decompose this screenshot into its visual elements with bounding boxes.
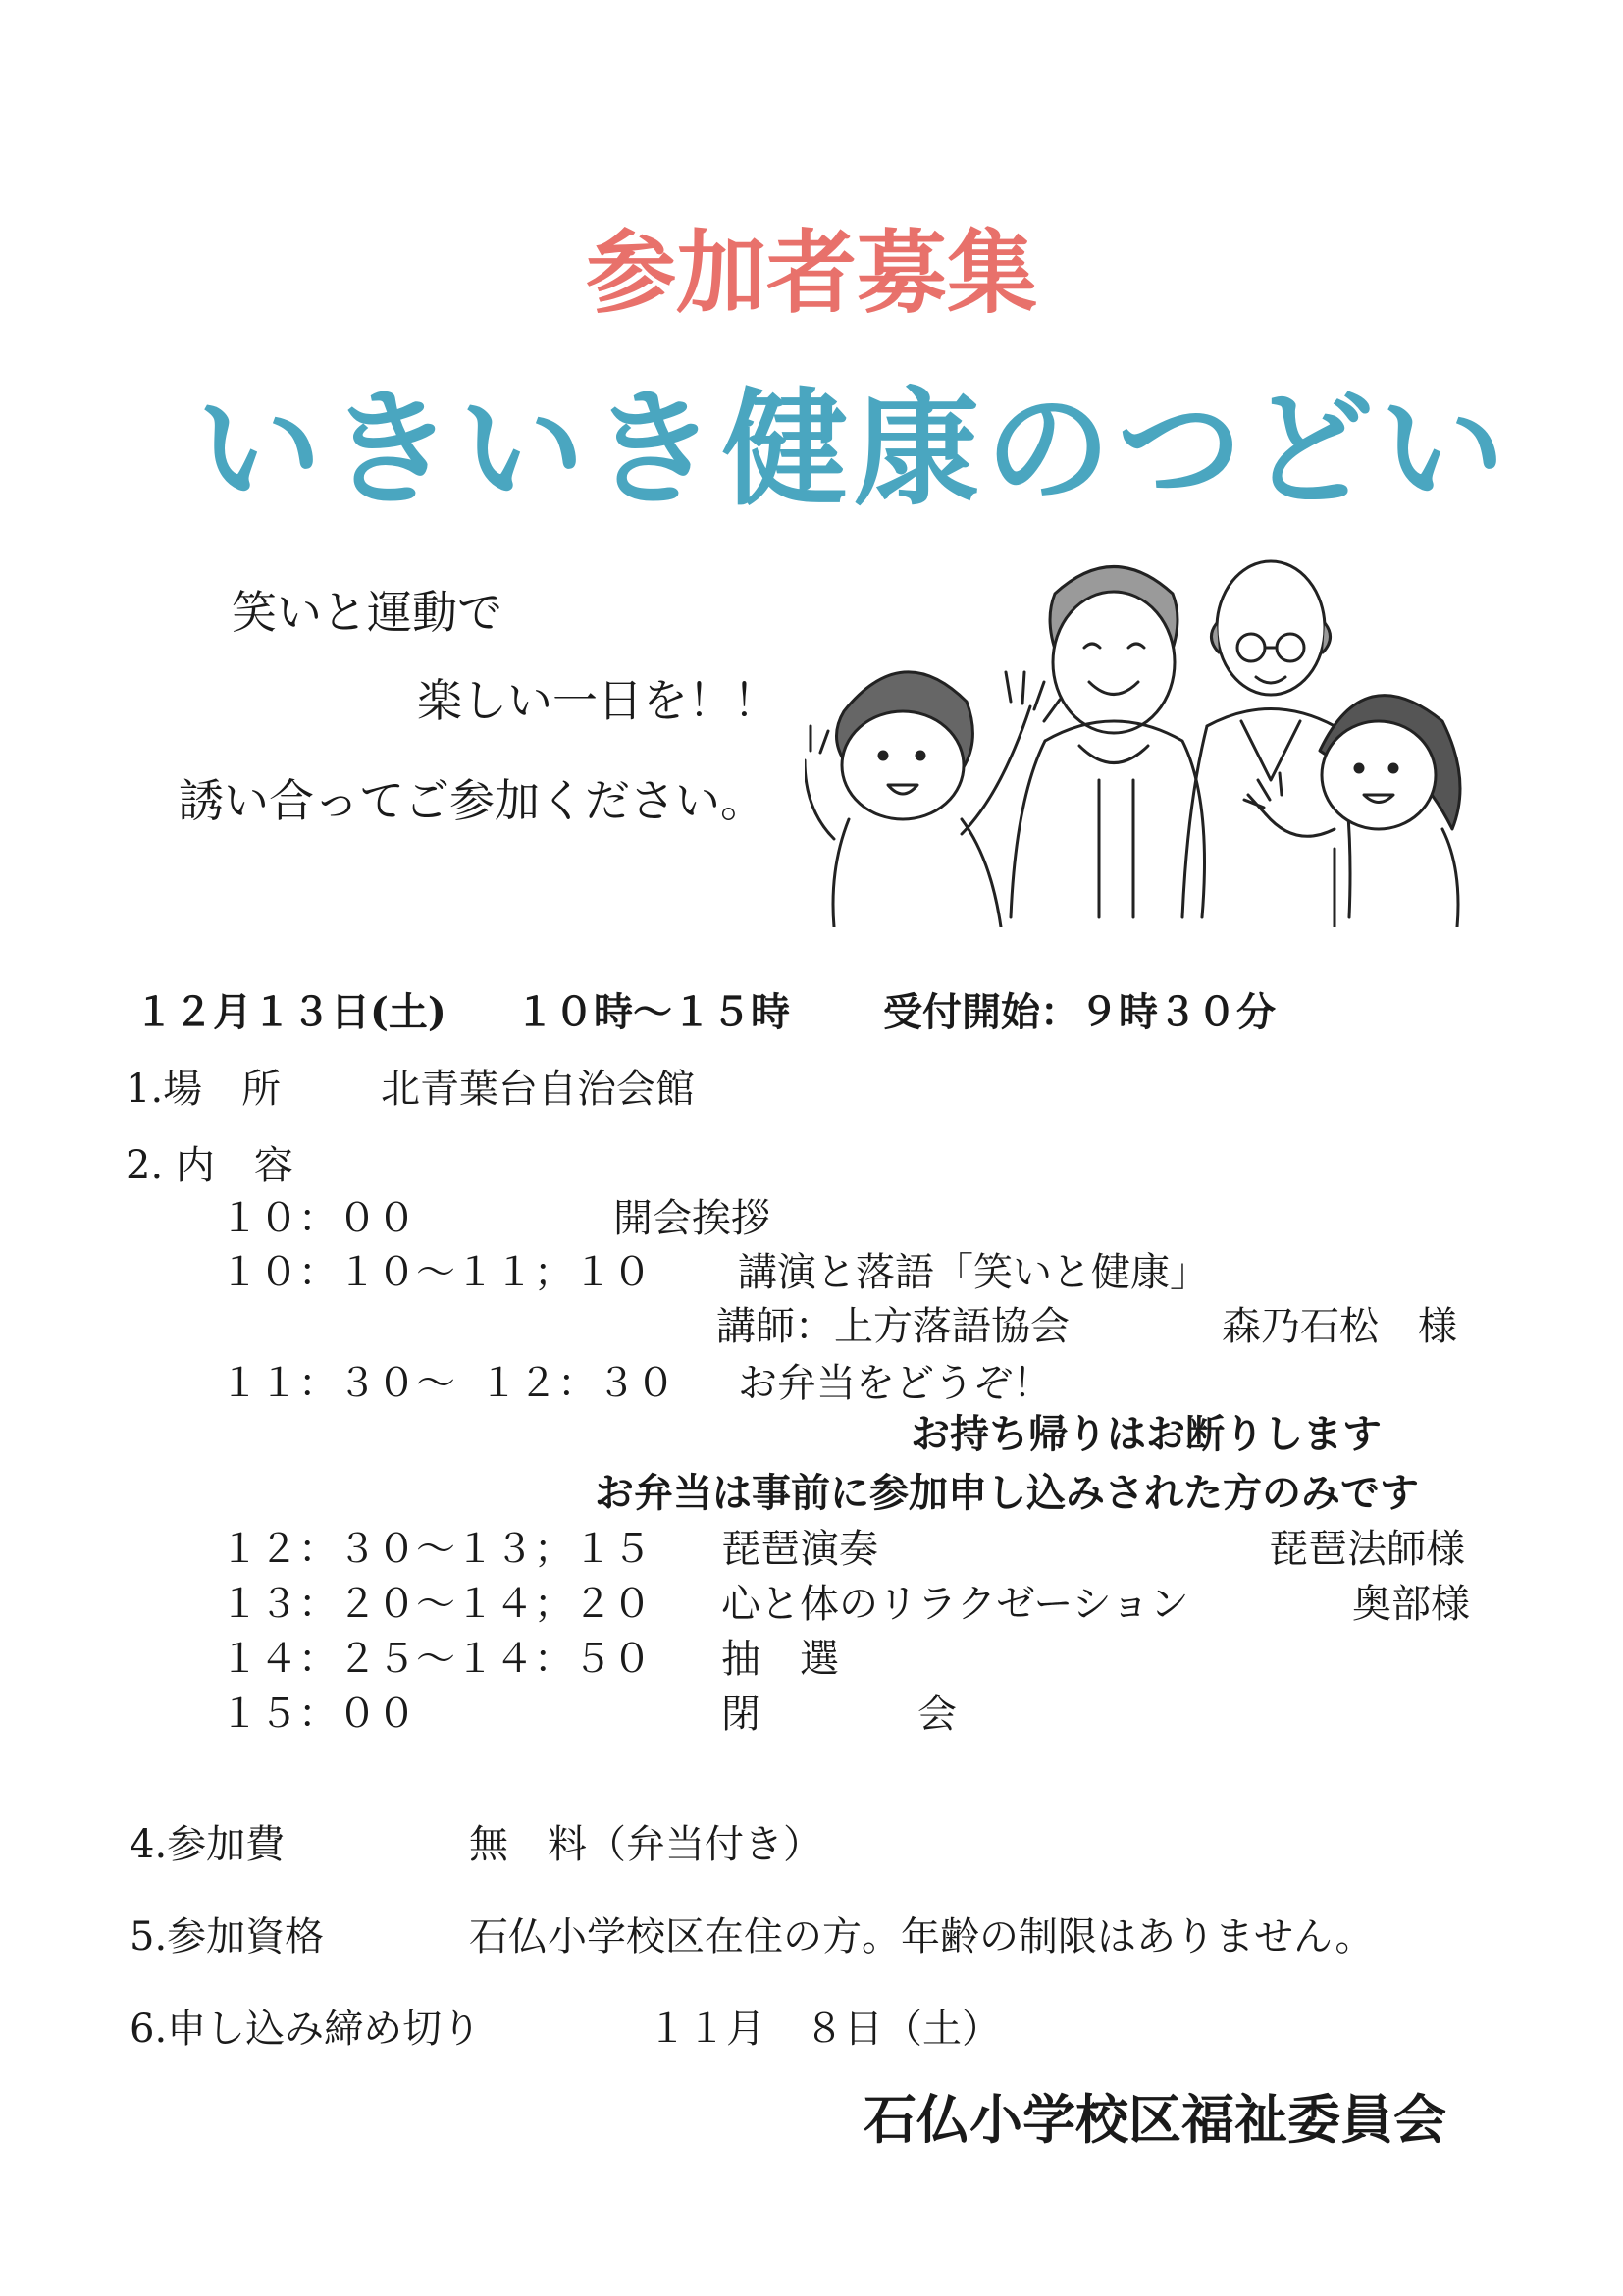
schedule-item: 心と体のリラクゼーション	[721, 1582, 1189, 1627]
schedule-note: お弁当は事前に参加申し込みされた方のみです	[595, 1470, 1419, 1516]
schedule-time: １３：２０～１４；２０	[220, 1582, 652, 1627]
catchphrase-line-1: 笑いと運動で	[232, 586, 502, 639]
venue-label: 1.場 所	[126, 1067, 282, 1112]
schedule-time: １１：３０～ １２：３０	[220, 1361, 676, 1406]
schedule-time: １０：１０～１１；１０	[220, 1250, 652, 1295]
schedule-time: １０：００	[220, 1196, 416, 1241]
schedule-item: 閉 会	[721, 1692, 957, 1737]
schedule-person: 奥部様	[1352, 1582, 1470, 1627]
schedule-item: 講師：上方落語協会	[716, 1304, 1070, 1349]
event-date: １２月１３日(土)	[134, 989, 446, 1035]
eligibility-label: 5.参加資格	[130, 1914, 325, 1959]
schedule-item: 琵琶演奏	[721, 1527, 878, 1572]
venue-value: 北青葉台自治会館	[381, 1067, 695, 1112]
family-generations-illustration	[805, 554, 1492, 927]
fee-label: 4.参加費	[130, 1822, 286, 1867]
catchphrase-line-3: 誘い合ってご参加ください。	[179, 774, 765, 827]
content-label: 2. 内 容	[126, 1143, 293, 1188]
schedule-time: １４：２５～１４：５０	[220, 1637, 652, 1682]
schedule-item: 講演と落語「笑いと健康」	[738, 1250, 1209, 1295]
eligibility-value: 石仏小学校区在住の方。年齢の制限はありません。	[469, 1914, 1375, 1959]
right-child-figure	[1244, 696, 1460, 927]
fee-value: 無 料（弁当付き）	[469, 1822, 822, 1867]
left-child-figure	[805, 672, 1060, 927]
schedule-time: １５：００	[220, 1692, 416, 1737]
schedule-time: １２：３０～１３；１５	[220, 1527, 652, 1572]
deadline-value: １１月 ８日（土）	[648, 2007, 1001, 2052]
schedule-item: 開会挨拶	[613, 1196, 770, 1241]
deadline-label: 6.申し込み締め切り	[130, 2007, 482, 2052]
schedule-note: お持ち帰りはお断りします	[911, 1411, 1382, 1457]
reception-time: 受付開始：９時３０分	[883, 989, 1276, 1035]
schedule-person: 琵琶法師様	[1269, 1527, 1465, 1572]
schedule-item: お弁当をどうぞ！	[738, 1361, 1052, 1406]
schedule-person: 森乃石松 様	[1222, 1304, 1457, 1349]
event-title: いきいき健康のつどい	[196, 377, 1512, 523]
schedule-item: 抽 選	[721, 1637, 839, 1682]
event-time: １０時～１５時	[515, 989, 790, 1035]
grandma-figure	[1011, 567, 1205, 918]
recruit-heading: 参加者募集	[585, 221, 1037, 326]
catchphrase-line-2: 楽しい一日を！！	[417, 674, 778, 727]
organizer: 石仏小学校区福祉委員会	[864, 2089, 1446, 2151]
